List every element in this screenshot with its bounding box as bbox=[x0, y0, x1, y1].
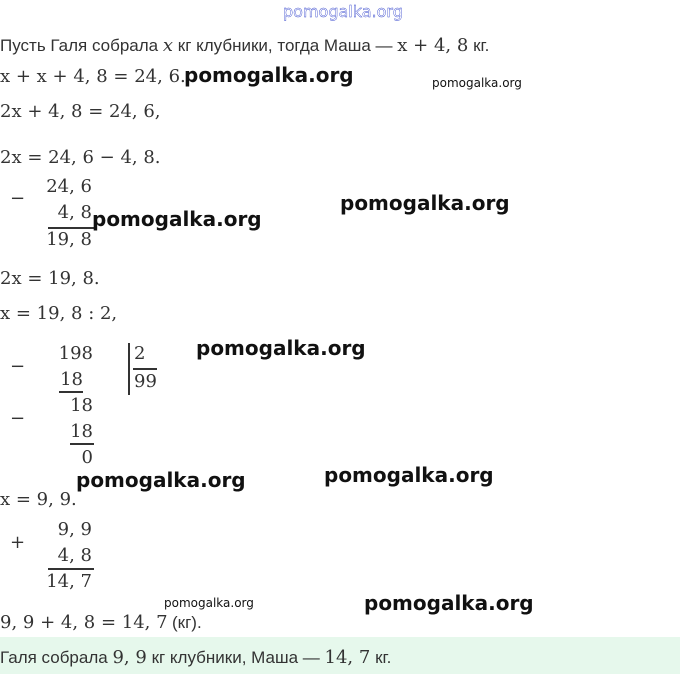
division-remainder: 0 bbox=[81, 447, 93, 468]
watermark: pomogalka.org bbox=[164, 596, 254, 610]
equation-5: x = 19, 8 : 2, bbox=[0, 303, 118, 324]
addition-line bbox=[48, 568, 94, 570]
intro-sentence bbox=[0, 35, 489, 56]
watermark: pomogalka.org bbox=[92, 207, 262, 231]
answer-val-2: 14, 7 bbox=[324, 647, 371, 668]
addition-sum: 14, 7 bbox=[46, 571, 92, 592]
subtraction-subtrahend: 4, 8 bbox=[57, 202, 92, 223]
equation-6: x = 9, 9. bbox=[0, 489, 77, 510]
division-step-3: 18 bbox=[70, 421, 93, 442]
addition-b: 4, 8 bbox=[57, 545, 92, 566]
division-dividend: 198 bbox=[58, 343, 93, 364]
watermark: pomogalka.org bbox=[184, 63, 354, 87]
division-step-2: 18 bbox=[70, 395, 93, 416]
subtraction-sign: − bbox=[10, 188, 26, 209]
division-step-1: 18 bbox=[60, 369, 83, 390]
division-divisor: 2 bbox=[134, 343, 146, 364]
watermark: pomogalka.org bbox=[196, 336, 366, 360]
final-check bbox=[0, 612, 202, 633]
answer-val-1: 9, 9 bbox=[112, 647, 147, 668]
addition-a: 9, 9 bbox=[57, 519, 92, 540]
header-watermark: pomogalka.org bbox=[283, 2, 403, 21]
answer-text bbox=[0, 647, 391, 668]
division-step-3-line bbox=[70, 443, 94, 445]
division-quotient: 99 bbox=[134, 371, 157, 392]
final-check-expr: 9, 9 + 4, 8 = 14, 7 bbox=[0, 612, 168, 633]
equation-4: 2x = 19, 8. bbox=[0, 268, 100, 289]
equation-1: x + x + 4, 8 = 24, 6. bbox=[0, 66, 186, 87]
intro-var: x bbox=[162, 35, 174, 56]
final-check-unit: (кг). bbox=[172, 613, 202, 632]
answer-banner bbox=[0, 637, 680, 674]
watermark: pomogalka.org bbox=[76, 468, 246, 492]
answer-middle: кг клубники, Маша — bbox=[151, 648, 320, 667]
intro-unit: кг. bbox=[473, 36, 490, 55]
equation-3: 2x = 24, 6 − 4, 8. bbox=[0, 147, 161, 168]
watermark: pomogalka.org bbox=[364, 591, 534, 615]
division-divisor-line bbox=[133, 368, 157, 370]
addition-sign: + bbox=[10, 532, 26, 553]
answer-unit: кг. bbox=[375, 648, 392, 667]
equation-2: 2x + 4, 8 = 24, 6, bbox=[0, 101, 161, 122]
division-sign-1: − bbox=[10, 356, 26, 377]
intro-prefix: Пусть Галя собрала bbox=[0, 36, 159, 55]
answer-prefix: Галя собрала bbox=[0, 648, 108, 667]
division-step-1-line bbox=[59, 391, 83, 393]
subtraction-result: 19, 8 bbox=[46, 229, 92, 250]
watermark: pomogalka.org bbox=[432, 76, 522, 90]
division-sign-2: − bbox=[10, 408, 26, 429]
intro-expr: x + 4, 8 bbox=[397, 35, 469, 56]
subtraction-minuend: 24, 6 bbox=[46, 176, 92, 197]
division-vertical-line bbox=[128, 343, 130, 395]
intro-middle: кг клубники, тогда Маша — bbox=[177, 36, 393, 55]
watermark: pomogalka.org bbox=[324, 463, 494, 487]
watermark: pomogalka.org bbox=[340, 191, 510, 215]
